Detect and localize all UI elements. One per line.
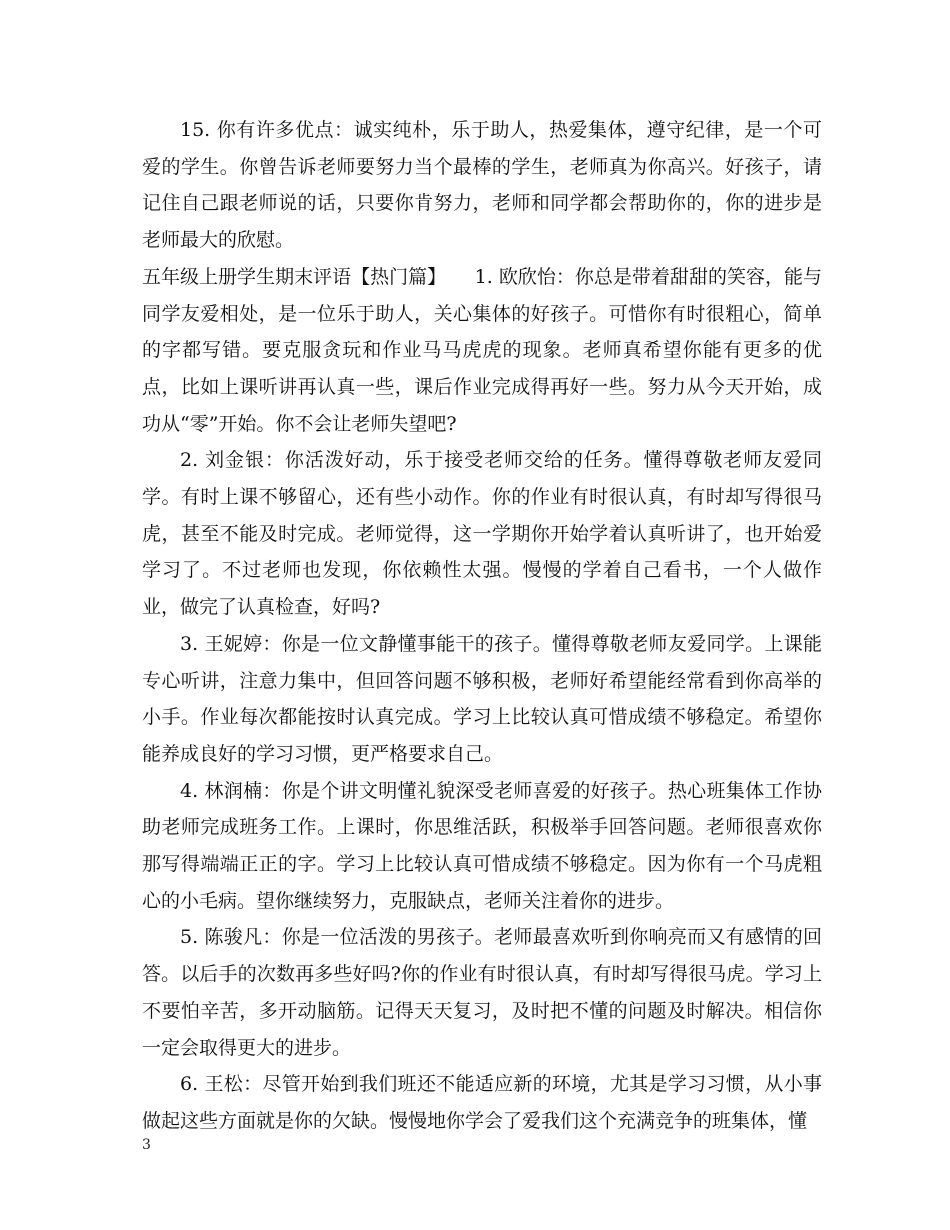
paragraph-comment-15: 15. 你有许多优点：诚实纯朴，乐于助人，热爱集体，遵守纪律，是一个可爱的学生。你曾告诉老师要努力当个最棒的学生，老师真为你高兴。好孩子，请记住自己跟老师说的话，只要你肯努力，老师和同学都会帮助你的，你的进步是老师最大的欣慰。 xyxy=(142,119,822,252)
paragraph-comment-5: 5. 陈骏凡：你是一位活泼的男孩子。老师最喜欢听到你响亮而又有感情的回答。以后手的次数再多些好吗?你的作业有时很认真，有时却写得很马虎。学习上不要怕辛苦，多开动脑筋。记得天天复习，及时把不懂的问题及时解决。相信你一定会取得更大的进步。 xyxy=(142,926,822,1059)
paragraph-section-heading-comment-1: 五年级上册学生期末评语【热门篇】 1. 欧欣怡：你总是带着甜甜的笑容，能与同学友爱相处，是一位乐于助人，关心集体的好孩子。可惜你有时很粗心，简单的字都写错。要克服贪玩和作业马马虎虎的现象。老师真希望你能有更多的优点，比如上课听讲再认真一些，课后作业完成得再好一些。努力从今天开始，成功从“零”开始。你不会让老师失望吧? xyxy=(142,265,822,435)
paragraph-comment-4: 4. 林润楠：你是个讲文明懂礼貌深受老师喜爱的好孩子。热心班集体工作协助老师完成班务工作。上课时，你思维活跃，积极举手回答问题。老师很喜欢你那写得端端正正的字。学习上比较认真可惜成绩不够稳定。因为你有一个马虎粗心的小毛病。望你继续努力，克服缺点，老师关注着你的进步。 xyxy=(142,779,822,912)
paragraph-comment-6: 6. 王松：尽管开始到我们班还不能适应新的环境，尤其是学习习惯，从小事做起这些方面就是你的欠缺。慢慢地你学会了爱我们这个充满竞争的班集体，懂 xyxy=(142,1073,822,1132)
page-number: 3 xyxy=(142,1137,151,1153)
document-body xyxy=(142,112,822,1140)
paragraph-comment-2: 2. 刘金银：你活泼好动，乐于接受老师交给的任务。懂得尊敬老师友爱同学。有时上课不够留心，还有些小动作。你的作业有时很认真，有时却写得很马虎，甚至不能及时完成。老师觉得，这一学期你开始学着认真听讲了，也开始爱学习了。不过老师也发现，你依赖性太强。慢慢的学着自己看书，一个人做作业，做完了认真检查，好吗? xyxy=(142,449,822,619)
paragraph-comment-3: 3. 王妮婷：你是一位文静懂事能干的孩子。懂得尊敬老师友爱同学。上课能专心听讲，注意力集中，但回答问题不够积极，老师好希望能经常看到你高举的小手。作业每次都能按时认真完成。学习上比较认真可惜成绩不够稳定。希望你能养成良好的学习习惯，更严格要求自己。 xyxy=(142,632,822,765)
